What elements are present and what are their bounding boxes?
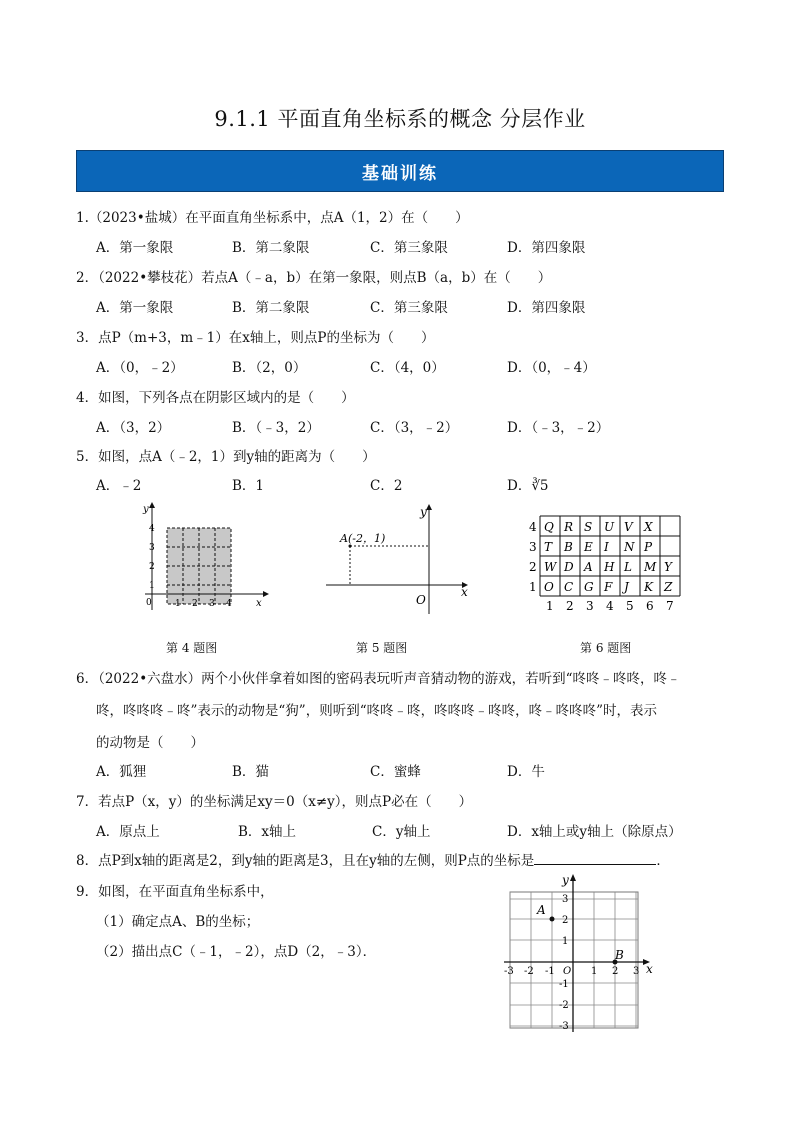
cipher-letter: T: [544, 540, 553, 554]
row-label: 1: [529, 580, 537, 594]
fig9-y-tick: -3: [559, 1021, 569, 1032]
column-label: 7: [666, 599, 674, 613]
fig4-x-label: x: [256, 598, 262, 609]
fig9-y-tick: 1: [562, 936, 569, 947]
cipher-letter: D: [564, 560, 574, 574]
fig9-y-tick: -1: [559, 979, 569, 990]
fig9-x-label: x: [646, 962, 653, 976]
cipher-letter: U: [604, 520, 615, 534]
cipher-letter: C: [564, 580, 574, 594]
q6-option-b: B．猫: [232, 764, 269, 780]
fig9-y-tick: -2: [559, 1000, 569, 1011]
q3-option-c: C．（4，0）: [370, 360, 445, 376]
figure-6-caption: 第 6 题图: [580, 641, 632, 655]
q4-option-b: B．（﹣3，2）: [232, 420, 320, 436]
fig9-point-a-label: A: [537, 903, 546, 917]
question-6-line-1: 6．（2022•六盘水）两个小伙伴拿着如图的密码表玩听声音猜动物的游戏，若听到“咚咚﹣咚咚，咚﹣: [76, 671, 681, 687]
fig4-y-tick: 2: [149, 562, 155, 572]
q4-option-a: A．（3，2）: [96, 420, 171, 436]
cipher-letter: L: [624, 560, 632, 574]
figure-5-graph: [326, 502, 476, 617]
question-3-stem: 3．点P（m+3，m﹣1）在x轴上，则点P的坐标为（ ）: [76, 330, 435, 346]
fig5-y-label: y: [420, 505, 427, 519]
q1-option-a: A．第一象限: [96, 240, 174, 256]
cipher-letter: Q: [544, 520, 554, 534]
q7-option-d: D．x轴上或y轴上（除原点）: [507, 824, 682, 840]
cipher-letter: A: [584, 560, 593, 574]
question-9-part-2: （2）描出点C（﹣1，﹣2），点D（2，﹣3）．: [96, 944, 377, 960]
q5-option-a: A．﹣2: [96, 478, 142, 494]
q1-option-b: B．第二象限: [232, 240, 310, 256]
cipher-letter: I: [604, 540, 609, 554]
fig4-y-tick: 4: [149, 524, 155, 534]
point-a: [550, 917, 555, 922]
q2-option-d: D．第四象限: [507, 300, 586, 316]
question-6-line-3: 的动物是（ ）: [96, 735, 204, 751]
section-banner: [76, 150, 724, 192]
figure-9-graph: [500, 872, 660, 1034]
cipher-letter: J: [624, 580, 629, 594]
q4-option-d: D．（﹣3，﹣2）: [507, 420, 610, 436]
q6-option-a: A．狐狸: [96, 764, 147, 780]
fig4-y-label: y: [143, 504, 149, 515]
column-label: 5: [626, 599, 634, 613]
cipher-letter: H: [604, 560, 615, 574]
column-label: 2: [566, 599, 574, 613]
cipher-letter: V: [624, 520, 633, 534]
figure-4-graph: [135, 502, 270, 617]
fig4-y-tick: 1: [149, 581, 155, 591]
cipher-letter: W: [544, 560, 557, 574]
q2-option-a: A．第一象限: [96, 300, 174, 316]
q6-option-d: D．牛: [507, 764, 545, 780]
q7-option-b: B．x轴上: [238, 824, 297, 840]
question-1-stem: 1.（2023•盐城）在平面直角坐标系中，点A（1，2）在（ ）: [76, 210, 469, 226]
q4-option-c: C．（3，﹣2）: [370, 420, 459, 436]
column-label: 4: [606, 599, 614, 613]
fig4-x-tick: 4: [226, 599, 232, 609]
q3-option-d: D．（0，﹣4）: [507, 360, 596, 376]
row-label: 3: [529, 540, 537, 554]
cipher-letter: G: [584, 580, 594, 594]
fig5-x-label: x: [461, 585, 468, 599]
fig4-y-tick: 3: [149, 543, 155, 553]
fig9-x-tick: -3: [504, 966, 514, 977]
q7-option-a: A．原点上: [96, 824, 160, 840]
fig5-point-a-label: A(-2，1): [340, 532, 386, 545]
question-9-stem: 9．如图，在平面直角坐标系中，: [76, 884, 274, 900]
column-label: 6: [646, 599, 654, 613]
question-8: [76, 849, 670, 869]
q7-option-c: C．y轴上: [372, 824, 431, 840]
row-label: 4: [529, 520, 537, 534]
question-5-stem: 5．如图，点A（﹣2，1）到y轴的距离为（ ）: [76, 449, 376, 465]
figure-4-caption: 第 4 题图: [166, 641, 218, 655]
fig9-y-tick: 3: [562, 894, 569, 905]
cipher-letter: M: [644, 560, 657, 574]
cipher-letter: X: [644, 520, 653, 534]
fig4-x-tick: 2: [192, 599, 198, 609]
fig4-x-tick: 1: [175, 599, 181, 609]
fig4-origin: 0: [146, 598, 152, 608]
fig9-point-b-label: B: [615, 948, 624, 962]
fig9-x-tick: 1: [591, 966, 598, 977]
q5-option-b: B．1: [232, 478, 265, 494]
q3-option-a: A．（0，﹣2）: [96, 360, 184, 376]
answer-blank: [534, 852, 656, 865]
section-title: 基础训练: [362, 163, 438, 184]
row-label: 2: [529, 560, 537, 574]
fig9-x-tick: 2: [612, 966, 619, 977]
fig9-x-tick: -1: [545, 966, 555, 977]
cipher-letter: P: [644, 540, 653, 554]
q2-option-c: C．第三象限: [370, 300, 448, 316]
q1-option-c: C．第三象限: [370, 240, 448, 256]
question-6-line-2: 咚，咚咚咚﹣咚”表示的动物是“狗”，则听到“咚咚﹣咚，咚咚咚﹣咚咚，咚﹣咚咚咚”时，表示: [96, 703, 658, 719]
cipher-letter: R: [564, 520, 574, 534]
question-4-stem: 4．如图，下列各点在阴影区域内的是（ ）: [76, 390, 355, 406]
question-8-end: ．: [656, 853, 670, 869]
question-8-stem: 8．点P到x轴的距离是2，到y轴的距离是3，且在y轴的左侧，则P点的坐标是: [76, 853, 535, 869]
cipher-letter: O: [544, 580, 554, 594]
figure-5-caption: 第 5 题图: [356, 641, 408, 655]
figure-6-cipher-table: [528, 514, 688, 616]
fig5-origin: O: [416, 593, 426, 607]
fig9-x-tick: -2: [524, 966, 534, 977]
column-label: 1: [546, 599, 554, 613]
q1-option-d: D．第四象限: [507, 240, 586, 256]
cipher-letter: E: [584, 540, 593, 554]
q5-option-d: D．∛5: [507, 478, 549, 494]
fig9-y-label: y: [562, 873, 569, 887]
page-title: 9.1.1 平面直角坐标系的概念 分层作业: [214, 107, 586, 131]
q3-option-b: B．（2，0）: [232, 360, 307, 376]
q6-option-c: C．蜜蜂: [370, 764, 421, 780]
q2-option-b: B．第二象限: [232, 300, 310, 316]
column-label: 3: [586, 599, 594, 613]
cipher-letter: B: [564, 540, 573, 554]
cipher-letter: F: [604, 580, 613, 594]
fig4-x-tick: 3: [209, 599, 215, 609]
cipher-letter: S: [584, 520, 593, 534]
question-2-stem: 2．（2022•攀枝花）若点A（﹣a，b）在第一象限，则点B（a，b）在（ ）: [76, 270, 552, 286]
fig9-y-tick: 2: [562, 915, 569, 926]
cipher-letter: Y: [664, 560, 672, 574]
fig9-x-tick: 3: [633, 966, 640, 977]
q5-option-c: C．2: [370, 478, 403, 494]
question-9-part-1: （1）确定点A、B的坐标；: [96, 914, 260, 930]
cipher-letter: Z: [664, 580, 673, 594]
cipher-letter: N: [624, 540, 635, 554]
fig9-origin: O: [563, 966, 572, 977]
cipher-letter: K: [644, 580, 653, 594]
question-7-stem: 7．若点P（x，y）的坐标满足xy＝0（x≠y），则点P必在（ ）: [76, 794, 473, 810]
